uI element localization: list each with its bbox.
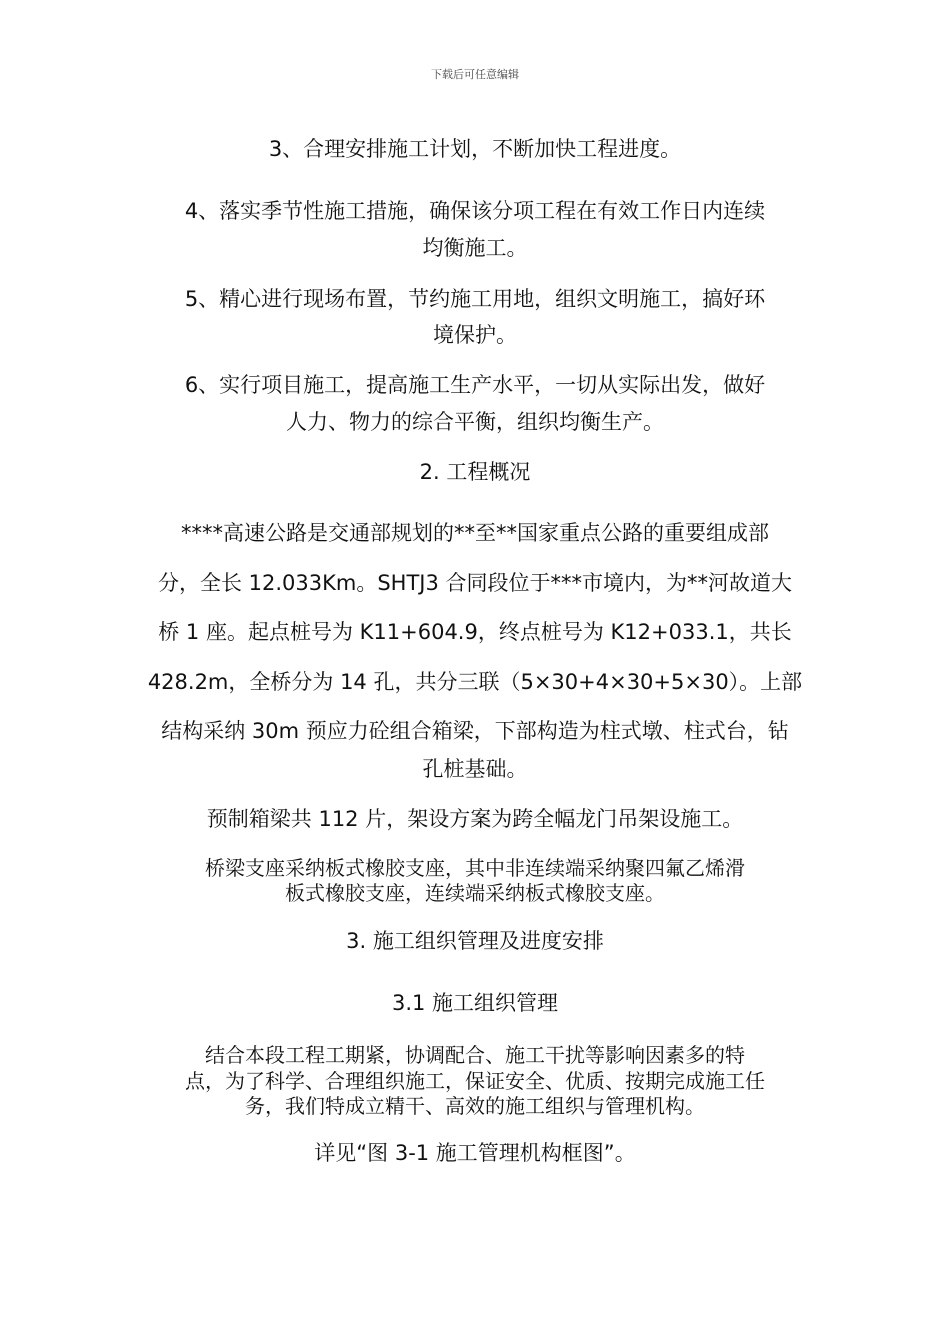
section-2-para-2: 预制箱梁共 112 片，架设方案为跨全幅龙门吊架设施工。	[206, 807, 744, 831]
section-3-1-heading: 3.1 施工组织管理	[391, 991, 559, 1015]
item-6-line-1: 6、实行项目施工，提高施工生产水平，一切从实际出发，做好	[184, 373, 766, 397]
section-2-para-1-line-6: 孔桩基础。	[422, 757, 528, 781]
section-3-para-1-line-1: 结合本段工程工期紧，协调配合、施工干扰等影响因素多的特	[205, 1043, 745, 1067]
item-4-line-1: 4、落实季节性施工措施，确保该分项工程在有效工作日内连续	[184, 199, 766, 223]
section-2-para-3-line-2: 板式橡胶支座，连续端采纳板式橡胶支座。	[285, 881, 665, 905]
item-5-line-1: 5、精心进行现场布置，节约施工用地，组织文明施工，搞好环	[184, 287, 766, 311]
item-5-line-2: 境保护。	[433, 323, 517, 347]
section-3-para-1-line-2: 点，为了科学、合理组织施工，保证安全、优质、按期完成施工任	[185, 1069, 765, 1093]
section-2-para-1-line-3: 桥 1 座。起点桩号为 K11+604.9，终点桩号为 K12+033.1，共长	[158, 620, 792, 644]
section-3-para-1-line-3: 务，我们特成立精干、高效的施工组织与管理机构。	[245, 1094, 705, 1118]
section-2-para-3-line-1: 桥梁支座采纳板式橡胶支座，其中非连续端采纳聚四氟乙烯滑	[205, 856, 745, 880]
item-3-line-1: 3、合理安排施工计划，不断加快工程进度。	[268, 137, 682, 161]
section-2-para-1-line-1: ****高速公路是交通部规划的**至**国家重点公路的重要组成部	[181, 521, 769, 545]
page-header: 下载后可任意编辑	[431, 68, 519, 81]
section-2-para-1-line-4: 428.2m，全桥分为 14 孔，共分三联（5×30+4×30+5×30）。上部	[147, 670, 803, 694]
section-2-para-1-line-2: 分，全长 12.033Km。SHTJ3 合同段位于***市境内，为**河故道大	[157, 571, 793, 595]
section-3-para-2: 详见“图 3-1 施工管理机构框图”。	[314, 1141, 636, 1165]
section-2-para-1-line-5: 结构采纳 30m 预应力砼组合箱梁，下部构造为柱式墩、柱式台，钻	[161, 719, 789, 743]
section-3-heading: 3. 施工组织管理及进度安排	[346, 929, 604, 953]
item-6-line-2: 人力、物力的综合平衡，组织均衡生产。	[286, 410, 664, 434]
item-4-line-2: 均衡施工。	[422, 236, 528, 260]
section-2-heading: 2. 工程概况	[419, 460, 531, 484]
